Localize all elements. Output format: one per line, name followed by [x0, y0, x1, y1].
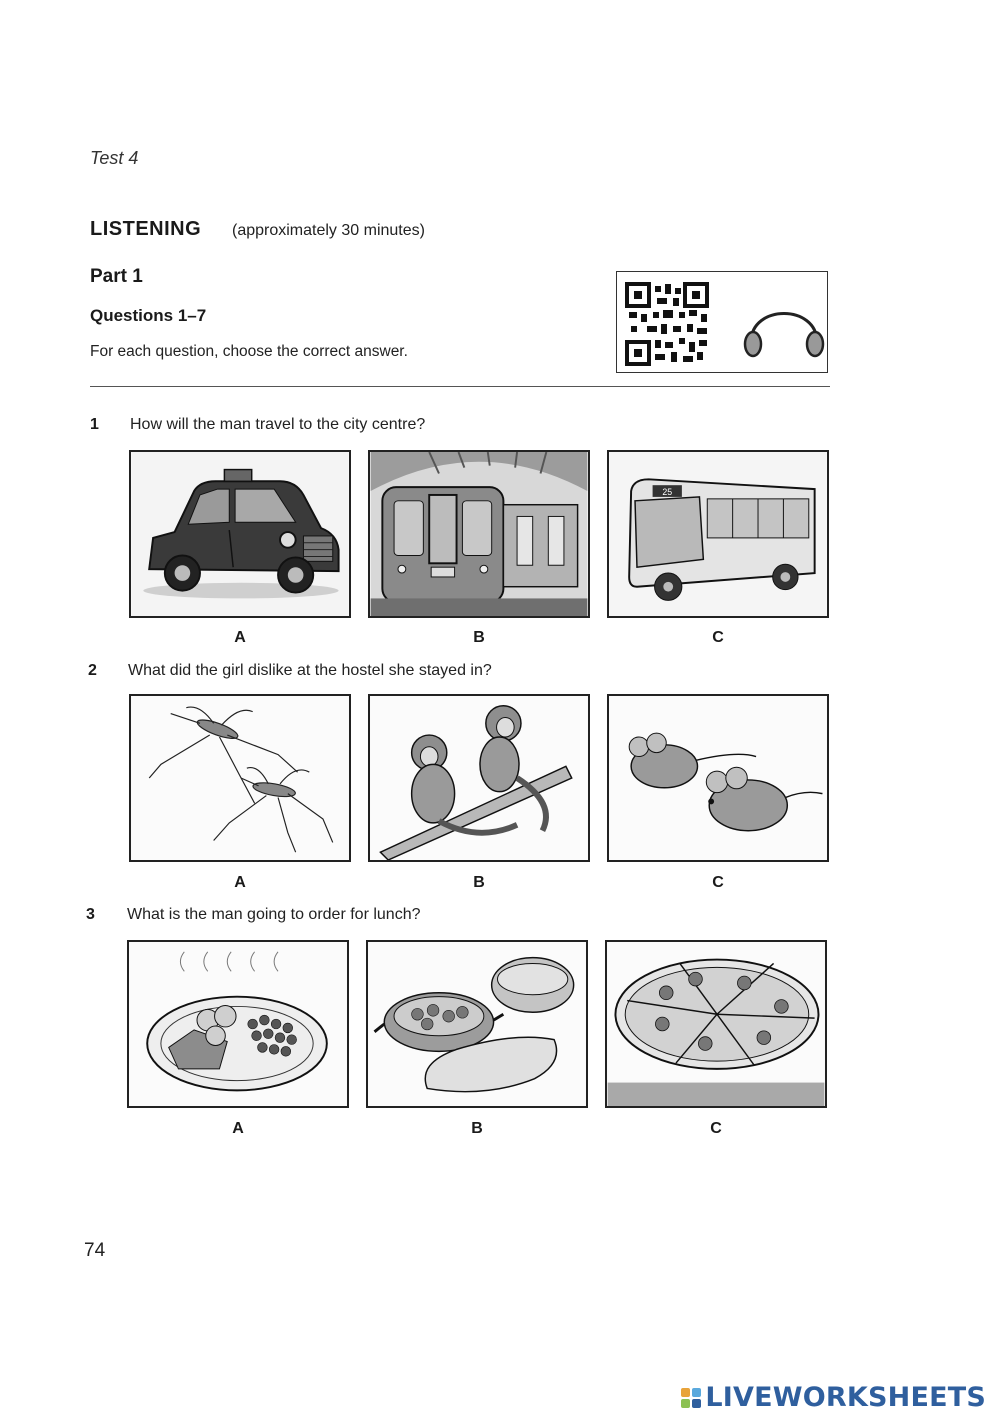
question-2-option-a-image[interactable]: [129, 694, 351, 862]
underground-train-picture: [370, 452, 588, 616]
question-2-option-a-letter: A: [234, 874, 246, 891]
liveworksheets-logo-icon: [681, 1388, 701, 1408]
bus-picture: [609, 452, 827, 616]
page-number: 74: [84, 1240, 106, 1261]
audio-panel: [616, 271, 828, 373]
question-1-option-a-image[interactable]: [129, 450, 351, 618]
monkeys-picture: [370, 696, 588, 860]
question-2-option-c-image[interactable]: [607, 694, 829, 862]
section-divider: [90, 386, 830, 387]
question-2-text: What did the girl dislike at the hostel she stayed in?: [128, 662, 492, 679]
qr-code-icon[interactable]: [627, 284, 707, 364]
question-2-option-c-letter: C: [712, 874, 724, 891]
question-3-option-c-letter: C: [710, 1120, 722, 1137]
curry-rice-naan-picture: [368, 942, 586, 1106]
question-2-option-b-letter: B: [473, 874, 485, 891]
taxi-picture: [131, 452, 349, 616]
question-3-option-a-letter: A: [232, 1120, 244, 1137]
question-1-option-c-letter: C: [712, 629, 724, 646]
logo-square-2: [692, 1388, 701, 1397]
logo-square-4: [692, 1399, 701, 1408]
brand-name: LIVEWORKSHEETS: [705, 1382, 986, 1413]
question-3-number: 3: [86, 906, 95, 923]
question-3-option-c-image[interactable]: [605, 940, 827, 1108]
fish-and-peas-picture: [129, 942, 347, 1106]
question-3-text: What is the man going to order for lunch?: [127, 906, 421, 923]
mosquitoes-picture: [131, 696, 349, 860]
audio-panel-graphics: [617, 272, 829, 374]
question-3-option-b-image[interactable]: [366, 940, 588, 1108]
section-subtitle: (approximately 30 minutes): [232, 222, 425, 239]
headphones-icon: [745, 314, 823, 357]
question-1-text: How will the man travel to the city centre?: [130, 416, 426, 433]
question-1-number: 1: [90, 416, 99, 433]
questions-range: Questions 1–7: [90, 306, 207, 325]
instruction-text: For each question, choose the correct answer.: [90, 343, 408, 360]
question-1-option-a-letter: A: [234, 629, 246, 646]
mice-picture: [609, 696, 827, 860]
question-1-option-b-letter: B: [473, 629, 485, 646]
pizza-picture: [607, 942, 825, 1106]
question-1-option-b-image[interactable]: [368, 450, 590, 618]
question-2-number: 2: [88, 662, 97, 679]
question-3-option-b-letter: B: [471, 1120, 483, 1137]
part-title: Part 1: [90, 266, 143, 287]
logo-square-3: [681, 1399, 690, 1408]
question-1-option-c-image[interactable]: [607, 450, 829, 618]
test-label: Test 4: [90, 148, 139, 168]
question-3-option-a-image[interactable]: [127, 940, 349, 1108]
section-title: LISTENING: [90, 218, 202, 240]
logo-square-1: [681, 1388, 690, 1397]
liveworksheets-brand[interactable]: [681, 1382, 986, 1413]
bus-route-sign: 25: [662, 486, 673, 497]
question-2-option-b-image[interactable]: [368, 694, 590, 862]
